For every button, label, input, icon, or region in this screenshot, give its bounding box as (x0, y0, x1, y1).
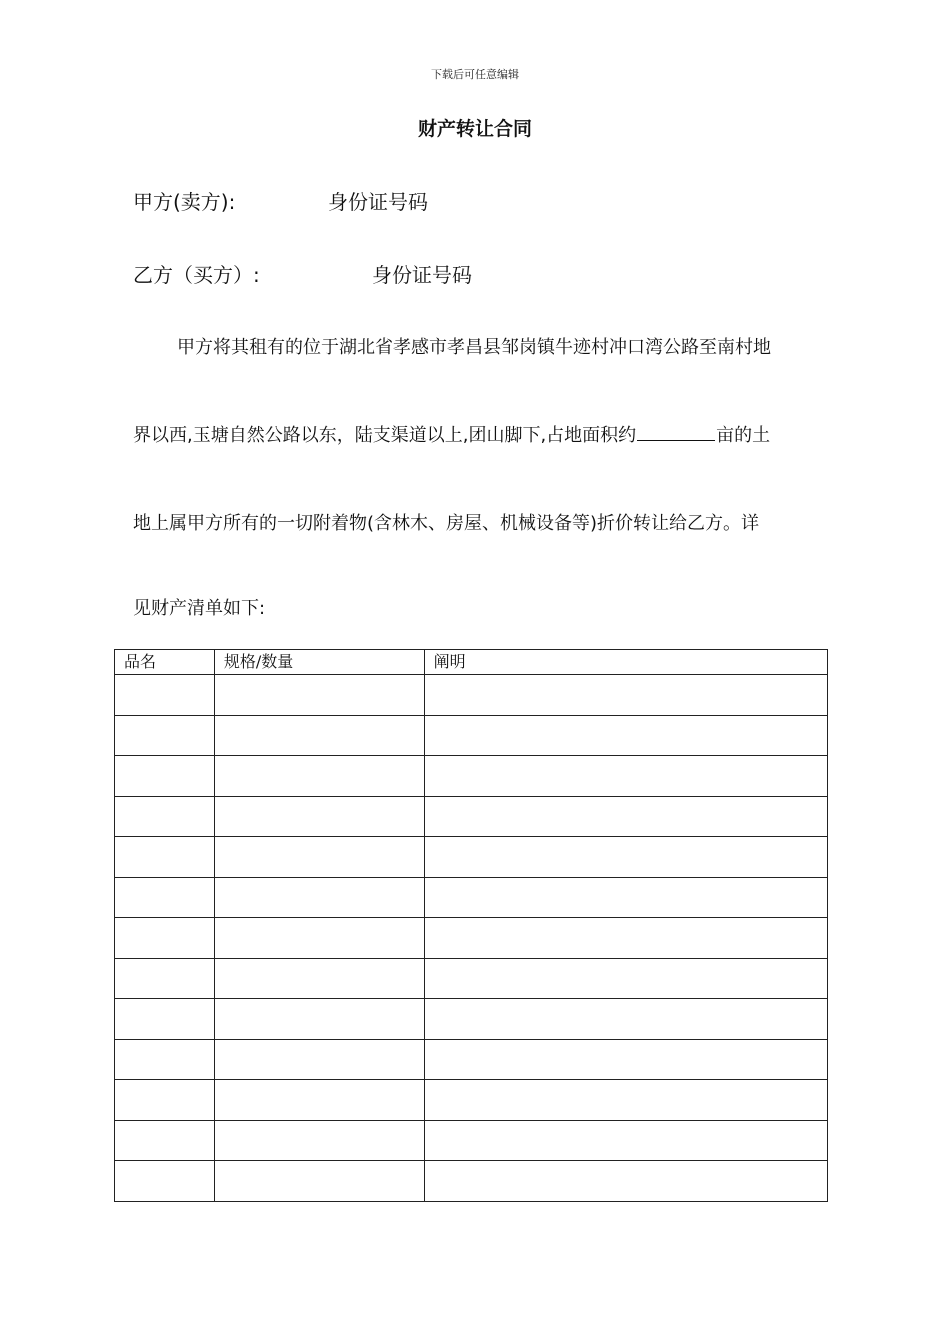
cell-description (424, 837, 827, 878)
table-body (115, 675, 828, 1202)
table-header-row (115, 650, 828, 675)
cell-spec-quantity (214, 837, 424, 878)
cell-spec-quantity (214, 675, 424, 716)
document-title: 财产转让合同 (417, 118, 532, 140)
cell-spec-quantity (214, 958, 424, 999)
cell-description (424, 1039, 827, 1080)
table-row (115, 999, 828, 1040)
party-a-label: 甲方(卖方): (133, 190, 236, 214)
table-row (115, 675, 828, 716)
cell-item-name (115, 675, 215, 716)
cell-item-name (115, 837, 215, 878)
cell-description (424, 756, 827, 797)
cell-spec-quantity (214, 1039, 424, 1080)
cell-item-name (115, 1161, 215, 1202)
cell-spec-quantity (214, 756, 424, 797)
cell-item-name (115, 877, 215, 918)
cell-description (424, 796, 827, 837)
area-blank-field (637, 439, 715, 441)
body-paragraph-line-3: 地上属甲方所有的一切附着物(含林木、房屋、机械设备等)折价转让给乙方。详 (133, 513, 760, 534)
cell-item-name (115, 715, 215, 756)
cell-spec-quantity (214, 1120, 424, 1161)
table-row (115, 1161, 828, 1202)
party-b-label: 乙方（买方）: (133, 263, 260, 287)
cell-description (424, 715, 827, 756)
body-paragraph-line-1: 甲方将其租有的位于湖北省孝感市孝昌县邹岗镇牛迹村冲口湾公路至南村地 (177, 337, 771, 358)
cell-description (424, 675, 827, 716)
party-b-id-label: 身份证号码 (372, 263, 472, 287)
body-line-2-start: 界以西,玉塘自然公路以东，陆支渠道以上,团山脚下,占地面积约 (133, 425, 637, 446)
cell-spec-quantity (214, 999, 424, 1040)
cell-item-name (115, 756, 215, 797)
cell-item-name (115, 796, 215, 837)
column-header-item-name: 品名 (115, 650, 215, 675)
header-note: 下载后可任意编辑 (431, 68, 519, 81)
table-row (115, 715, 828, 756)
cell-description (424, 999, 827, 1040)
body-paragraph-line-2 (133, 421, 770, 447)
table-row (115, 877, 828, 918)
cell-description (424, 877, 827, 918)
cell-item-name (115, 958, 215, 999)
table-row (115, 1120, 828, 1161)
table-row (115, 756, 828, 797)
table-row (115, 796, 828, 837)
body-paragraph-line-4: 见财产清单如下: (133, 598, 266, 619)
cell-spec-quantity (214, 877, 424, 918)
cell-description (424, 1120, 827, 1161)
cell-spec-quantity (214, 1080, 424, 1121)
table-row (115, 958, 828, 999)
party-a-id-label: 身份证号码 (328, 190, 428, 214)
cell-item-name (115, 1120, 215, 1161)
body-line-2-end: 亩的土 (716, 425, 771, 446)
cell-spec-quantity (214, 796, 424, 837)
cell-description (424, 1080, 827, 1121)
table-row (115, 837, 828, 878)
cell-item-name (115, 918, 215, 959)
cell-item-name (115, 1039, 215, 1080)
party-b-line (133, 259, 472, 288)
cell-spec-quantity (214, 1161, 424, 1202)
cell-description (424, 958, 827, 999)
cell-item-name (115, 1080, 215, 1121)
table-row (115, 1039, 828, 1080)
table-row (115, 1080, 828, 1121)
cell-spec-quantity (214, 715, 424, 756)
column-header-spec-quantity: 规格/数量 (214, 650, 424, 675)
cell-description (424, 918, 827, 959)
table-row (115, 918, 828, 959)
party-a-line (133, 186, 428, 215)
cell-description (424, 1161, 827, 1202)
cell-item-name (115, 999, 215, 1040)
property-inventory-table (114, 649, 828, 1202)
cell-spec-quantity (214, 918, 424, 959)
column-header-description: 阐明 (424, 650, 827, 675)
